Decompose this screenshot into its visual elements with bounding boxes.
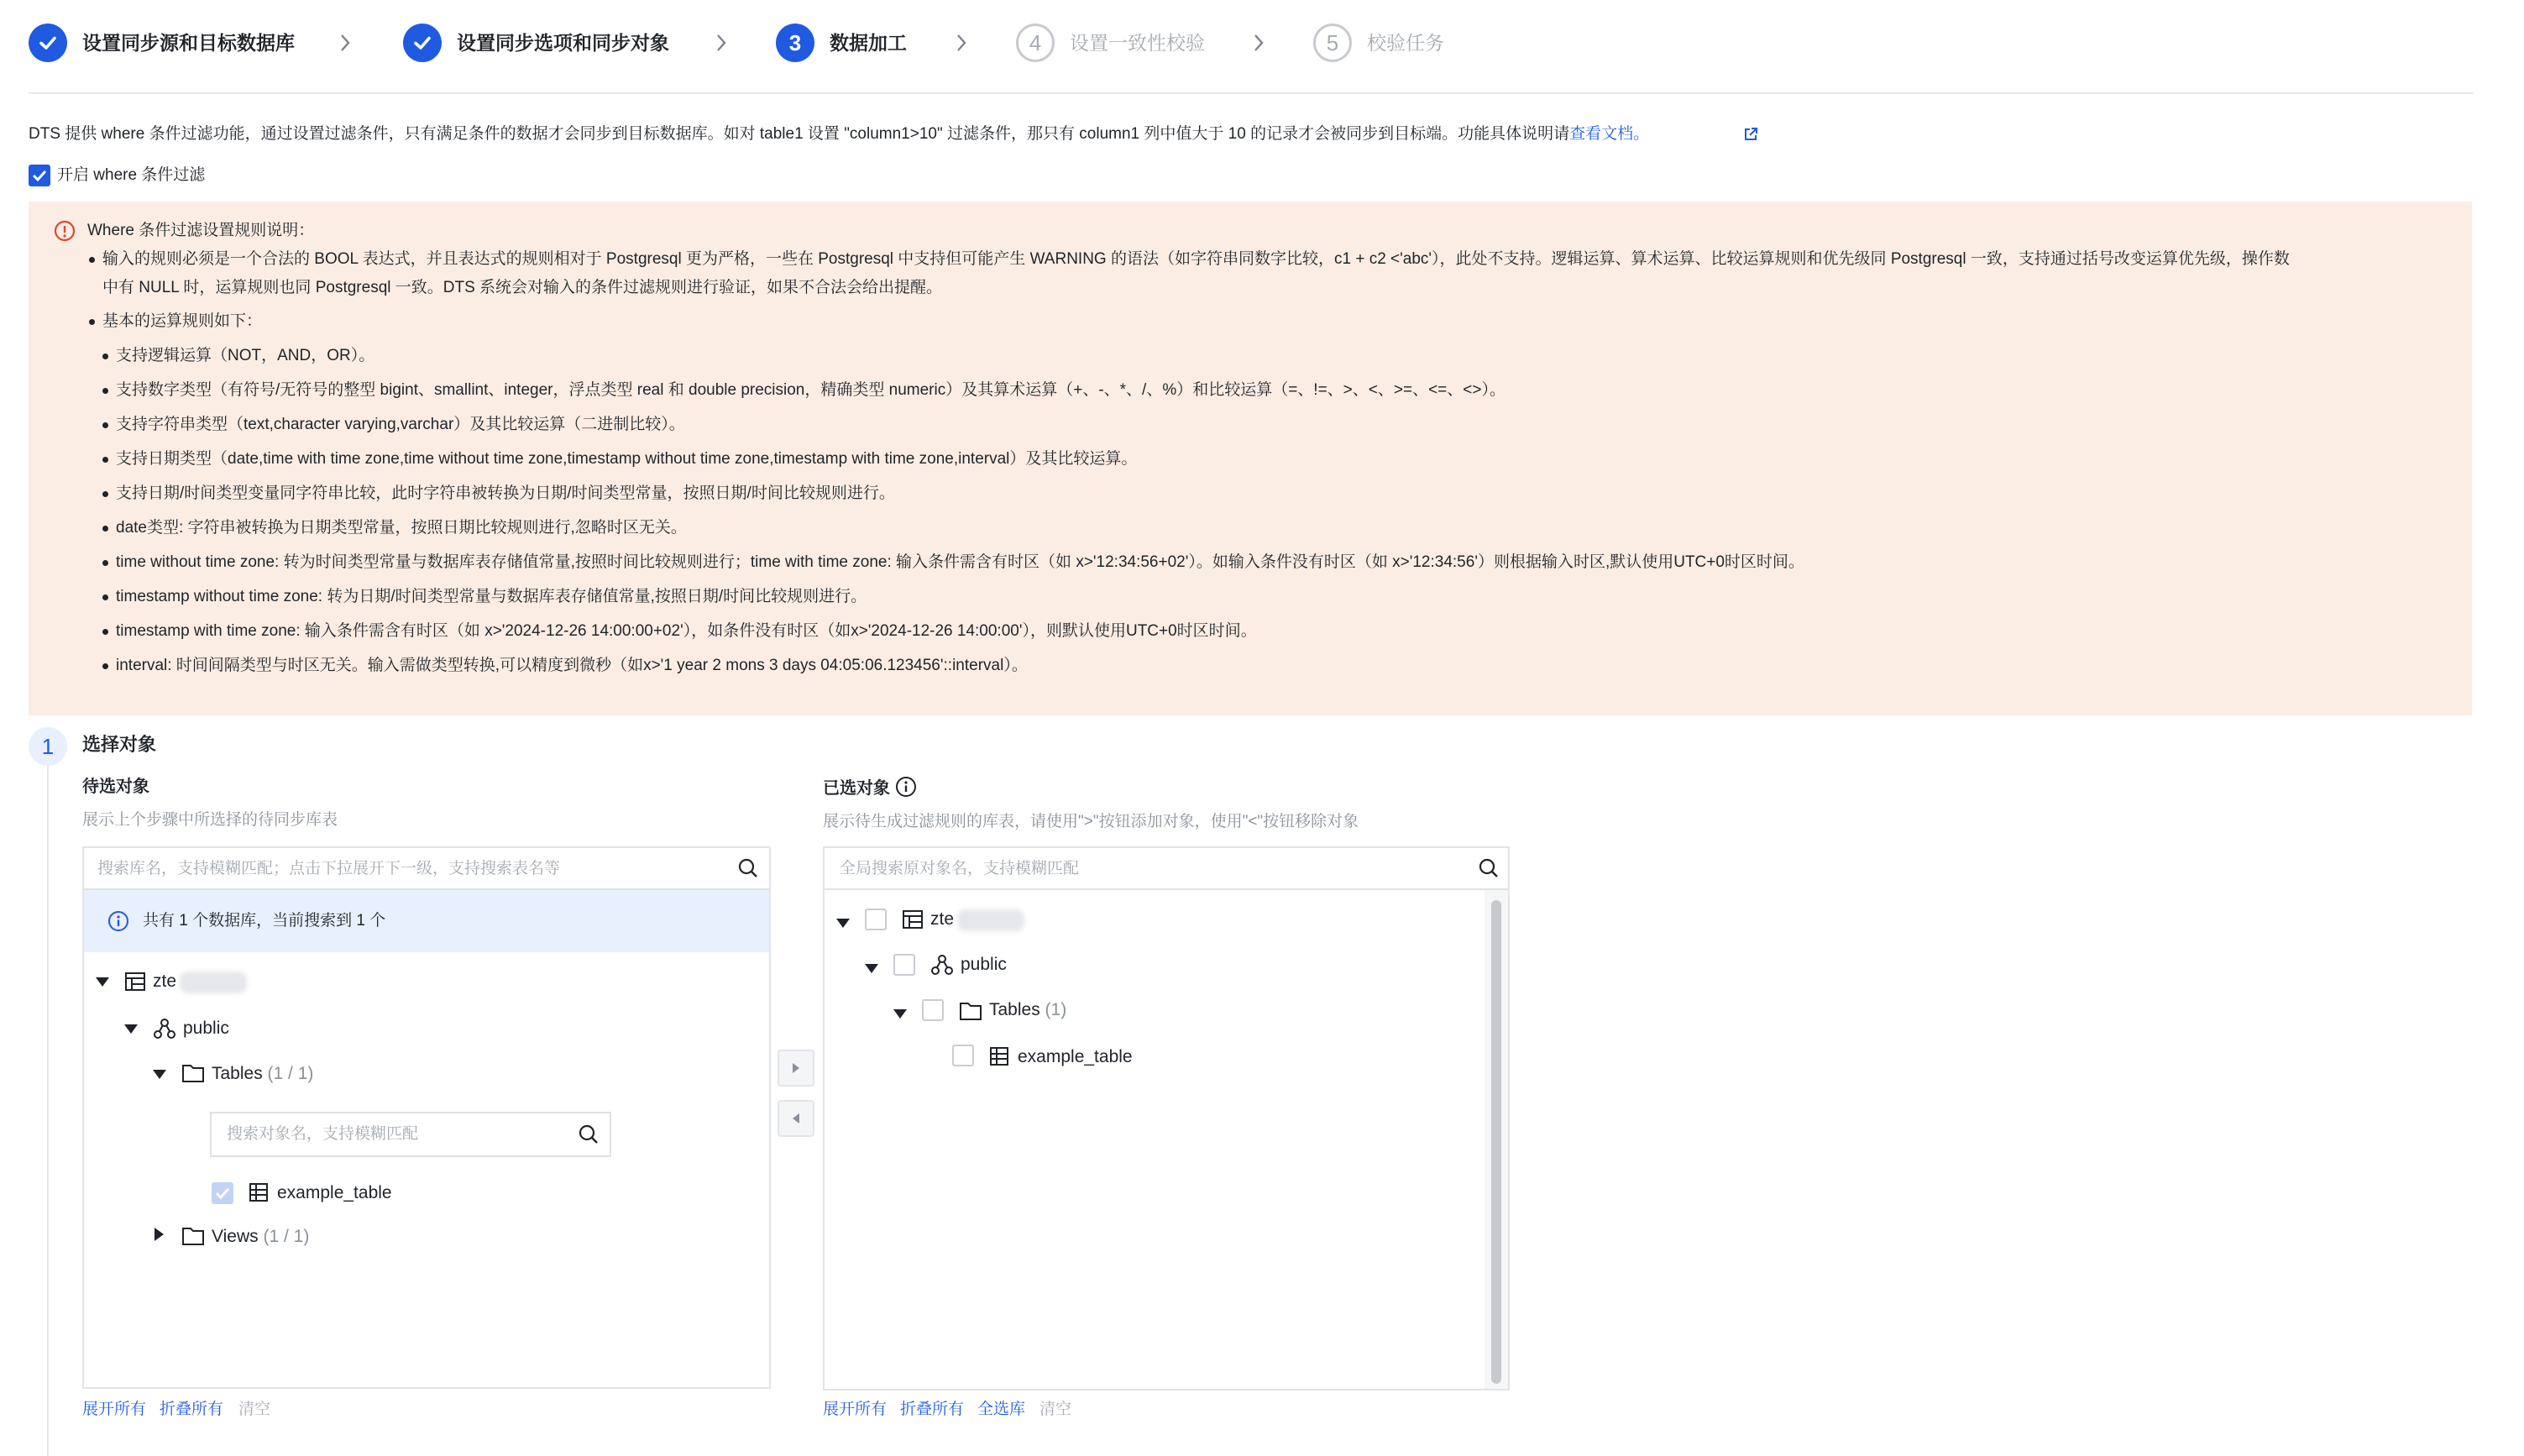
right-collapse-all-link[interactable]: 折叠所有 bbox=[900, 1401, 965, 1418]
database-icon bbox=[124, 971, 146, 992]
expand-toggle-icon[interactable] bbox=[96, 977, 109, 987]
views-count: (1 / 1) bbox=[263, 1227, 310, 1246]
tables-checkbox[interactable] bbox=[922, 999, 944, 1021]
target-table-name[interactable]: example_table bbox=[1018, 1047, 1133, 1066]
warning-circle-icon bbox=[54, 220, 76, 242]
notice-para1-line1: 输入的规则必须是一个合法的 BOOL 表达式，并且表达式的规则相对于 Postgresql 更为严格，一些在 Postgresql 中支持但可能产生 WARNING 的语法（如字符串同数字比较，c1 + c2 <'abc'），此处不支持。逻辑运算、算术运算、比较运算规则和优先级同 Postgresql 一致，支持通过括号改变运算优先级，操作数 bbox=[102, 250, 2290, 268]
step-2-check-icon bbox=[403, 24, 442, 62]
left-panel-subtitle: 展示上个步骤中所选择的待同步库表 bbox=[82, 811, 338, 829]
section-number: 1 bbox=[29, 727, 67, 766]
target-db-name[interactable]: zte bbox=[930, 909, 955, 929]
select-all-db-link[interactable]: 全选库 bbox=[977, 1401, 1026, 1418]
expand-toggle-icon[interactable] bbox=[836, 919, 850, 928]
rule-item: timestamp with time zone: 输入条件需含有时区（如 x>'2024-12-26 14:00:00+02'），如条件没有时区（如x>'2024-12-26 14:00:00'），则默认使用UTC+0时区时间。 bbox=[116, 622, 1257, 640]
step-4-label: 设置一致性校验 bbox=[1070, 32, 1205, 54]
table-search-input[interactable] bbox=[210, 1112, 611, 1157]
redacted-db-suffix bbox=[957, 909, 1024, 931]
step-5-label: 校验任务 bbox=[1367, 32, 1444, 54]
step-3-label[interactable]: 数据加工 bbox=[830, 32, 907, 54]
right-expand-all-link[interactable]: 展开所有 bbox=[823, 1401, 888, 1418]
bullet bbox=[89, 319, 95, 325]
notice-para1-line2: 中有 NULL 时，运算规则也同 Postgresql 一致。DTS 系统会对输入的条件过滤规则进行验证，如果不合法会给出提醒。 bbox=[102, 279, 943, 296]
add-object-button[interactable] bbox=[778, 1050, 814, 1087]
source-search-input[interactable] bbox=[84, 848, 769, 890]
section-line bbox=[47, 766, 49, 1456]
remove-object-button[interactable] bbox=[778, 1100, 814, 1137]
tables-label: Tables bbox=[989, 1000, 1040, 1019]
rule-item: 支持字符串类型（text,character varying,varchar）及其比较运算（二进制比较）。 bbox=[116, 416, 685, 433]
source-search-placeholder: 搜索库名，支持模糊匹配；点击下拉展开下一级，支持搜索表名等 bbox=[97, 860, 561, 877]
bullet bbox=[102, 560, 108, 566]
left-expand-all-link[interactable]: 展开所有 bbox=[82, 1401, 147, 1418]
step-3-number: 3 bbox=[776, 24, 814, 62]
search-icon[interactable] bbox=[737, 857, 759, 879]
source-schema[interactable]: public bbox=[183, 1019, 229, 1038]
bullet bbox=[102, 629, 108, 635]
right-panel-subtitle: 展示待生成过滤规则的库表，请使用">"按钮添加对象，使用"<"按钮移除对象 bbox=[823, 813, 1359, 830]
table-checkbox[interactable] bbox=[952, 1045, 974, 1066]
schema-checkbox[interactable] bbox=[893, 954, 915, 976]
info-icon[interactable] bbox=[895, 776, 917, 798]
expand-toggle-icon[interactable] bbox=[124, 1024, 138, 1034]
source-object-panel bbox=[82, 846, 771, 1389]
rule-item: time without time zone: 转为时间类型常量与数据库表存储值常量,按照时间比较规则进行；time with time zone: 输入条件需含有时区（如 x>'12:34:56+02'）。如输入条件没有时区（如 x>'12:34:56'）则根据输入时区,默认使用UTC+0时区时间。 bbox=[116, 553, 1804, 571]
arrow-right-icon bbox=[790, 1061, 802, 1075]
table-icon bbox=[249, 1182, 269, 1202]
target-tables-node[interactable] bbox=[989, 998, 1066, 1023]
expand-toggle-icon[interactable] bbox=[893, 1009, 907, 1019]
left-collapse-all-link[interactable]: 折叠所有 bbox=[160, 1401, 224, 1418]
bullet bbox=[102, 354, 108, 359]
table-search-placeholder: 搜索对象名，支持模糊匹配 bbox=[227, 1125, 419, 1143]
selected-object-panel bbox=[823, 846, 1510, 1391]
bullet bbox=[102, 594, 108, 600]
step-5-number: 5 bbox=[1313, 24, 1352, 62]
bullet bbox=[102, 526, 108, 532]
target-search-input[interactable] bbox=[825, 848, 1508, 890]
rules-notice bbox=[29, 202, 2472, 715]
external-link-icon[interactable] bbox=[1743, 127, 1758, 142]
rule-item: 支持逻辑运算（NOT，AND，OR）。 bbox=[116, 347, 375, 364]
section-title: 选择对象 bbox=[82, 734, 157, 755]
folder-icon bbox=[181, 1226, 205, 1246]
right-panel-title: 已选对象 bbox=[823, 779, 890, 798]
rule-item: date类型: 字符串被转换为日期类型常量，按照日期比较规则进行,忽略时区无关。 bbox=[116, 519, 687, 537]
where-filter-label[interactable]: 开启 where 条件过滤 bbox=[57, 166, 206, 184]
folder-icon bbox=[181, 1063, 205, 1083]
bullet bbox=[102, 388, 108, 394]
arrow-left-icon bbox=[790, 1112, 802, 1125]
search-icon[interactable] bbox=[578, 1123, 600, 1145]
views-label: Views bbox=[212, 1227, 259, 1246]
source-db-name[interactable]: zte bbox=[153, 972, 177, 991]
rule-item: 支持日期/时间类型变量同字符串比较，此时字符串被转换为日期/时间类型常量，按照日期/时间比较规则进行。 bbox=[116, 484, 895, 502]
bullet bbox=[102, 457, 108, 463]
chevron-right-icon bbox=[1253, 34, 1265, 52]
folder-icon bbox=[959, 1001, 982, 1021]
right-clear-link[interactable]: 清空 bbox=[1039, 1401, 1072, 1418]
expand-toggle-icon[interactable] bbox=[153, 1070, 166, 1079]
schema-icon bbox=[930, 954, 954, 976]
schema-icon bbox=[153, 1018, 176, 1040]
notice-para2: 基本的运算规则如下： bbox=[102, 312, 263, 330]
doc-link[interactable]: 查看文档。 bbox=[1569, 125, 1650, 143]
target-search-placeholder: 全局搜索原对象名，支持模糊匹配 bbox=[840, 860, 1080, 877]
source-table-name[interactable]: example_table bbox=[277, 1183, 392, 1202]
expand-toggle-icon[interactable] bbox=[154, 1228, 164, 1241]
chevron-right-icon bbox=[715, 34, 727, 52]
left-panel-title: 待选对象 bbox=[82, 778, 149, 796]
where-filter-checkbox[interactable] bbox=[29, 165, 50, 186]
db-checkbox[interactable] bbox=[865, 909, 887, 930]
search-info-text: 共有 1 个数据库，当前搜索到 1 个 bbox=[143, 912, 386, 930]
info-icon bbox=[107, 910, 129, 932]
divider bbox=[29, 92, 2474, 94]
bullet bbox=[102, 491, 108, 497]
database-icon bbox=[902, 909, 924, 930]
expand-toggle-icon[interactable] bbox=[865, 964, 878, 973]
step-1-check-icon bbox=[29, 24, 67, 62]
search-info-bar bbox=[84, 890, 769, 952]
rule-item: timestamp without time zone: 转为日期/时间类型常量与数据库表存储值常量,按照日期/时间比较规则进行。 bbox=[116, 588, 867, 605]
tables-count: (1) bbox=[1045, 1000, 1067, 1019]
step-1-label[interactable]: 设置同步源和目标数据库 bbox=[82, 32, 295, 54]
table-checkbox[interactable] bbox=[212, 1182, 233, 1204]
search-icon[interactable] bbox=[1478, 857, 1500, 879]
scrollbar-thumb[interactable] bbox=[1491, 900, 1501, 1384]
left-clear-link[interactable]: 清空 bbox=[238, 1401, 271, 1418]
source-tables-node[interactable] bbox=[212, 1061, 313, 1087]
chevron-right-icon bbox=[339, 34, 351, 52]
source-views-node[interactable] bbox=[212, 1224, 309, 1249]
intro-text bbox=[29, 123, 1649, 146]
notice-title: Where 条件过滤设置规则说明： bbox=[87, 222, 315, 239]
table-icon bbox=[989, 1046, 1009, 1066]
tables-label: Tables bbox=[212, 1064, 263, 1083]
redacted-db-suffix bbox=[180, 972, 247, 993]
bullet bbox=[102, 422, 108, 428]
intro-description: DTS 提供 where 条件过滤功能，通过设置过滤条件，只有满足条件的数据才会同步到目标数据库。如对 table1 设置 "column1>10" 过滤条件，那只有 column1 列中值大于 10 的记录才会被同步到目标端。功能具体说明请 bbox=[29, 125, 1570, 143]
target-schema[interactable]: public bbox=[961, 955, 1007, 974]
step-2-label[interactable]: 设置同步选项和同步对象 bbox=[457, 32, 669, 54]
scrollbar-track[interactable] bbox=[1485, 890, 1508, 1389]
rule-item: 支持日期类型（date,time with time zone,time without time zone,timestamp without time zone,timestamp with time zone,interval）及其比较运算。 bbox=[116, 450, 1138, 468]
chevron-right-icon bbox=[956, 34, 967, 52]
rule-item: 支持数字类型（有符号/无符号的整型 bigint、smallint、integer，浮点类型 real 和 double precision，精确类型 numeric）及其算术运算（+、-、*、/、%）和比较运算（=、!=、>、<、>=、<=、<>）。 bbox=[116, 381, 1505, 399]
rule-item: interval: 时间间隔类型与时区无关。输入需做类型转换,可以精度到微秒（如x>'1 year 2 mons 3 days 04:05:06.123456'::interval）。 bbox=[116, 657, 1028, 674]
bullet bbox=[89, 257, 95, 263]
tables-count: (1 / 1) bbox=[267, 1064, 314, 1083]
bullet bbox=[102, 663, 108, 669]
step-4-number: 4 bbox=[1016, 24, 1055, 62]
